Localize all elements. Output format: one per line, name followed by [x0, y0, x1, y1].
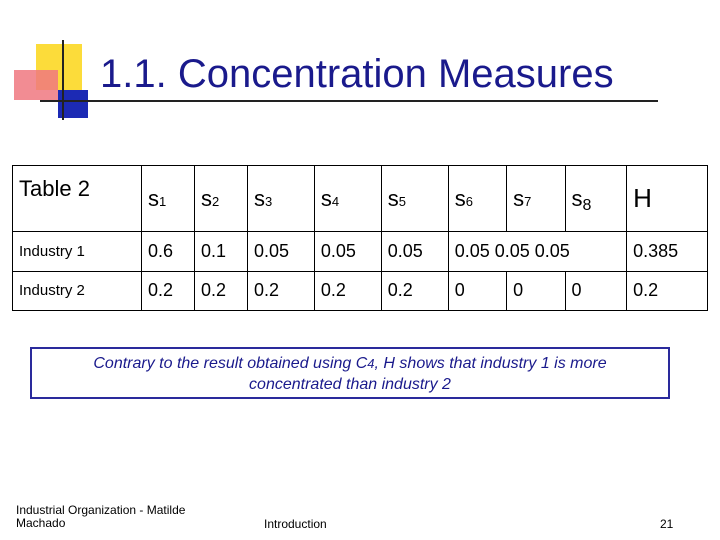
- table-cell: 0: [507, 271, 565, 310]
- logo-vertical-line: [62, 40, 64, 120]
- table-caption-cell: Table 2: [13, 166, 142, 232]
- conclusion-line-1: Contrary to the result obtained using C4, H shows that industry 1 is more: [93, 355, 607, 372]
- header-s3: s3: [247, 166, 314, 232]
- table-cell: 0.2: [381, 271, 448, 310]
- row-label: Industry 1: [13, 232, 142, 271]
- title-underline: [40, 100, 658, 102]
- header-s7: s7: [507, 166, 565, 232]
- table-cell: 0: [565, 271, 627, 310]
- header-s8: $s_8$: [565, 166, 627, 232]
- table-cell: 0.05: [381, 232, 448, 271]
- header-s4: s4: [314, 166, 381, 232]
- header-s1: s1: [142, 166, 195, 232]
- header-s5: s5: [381, 166, 448, 232]
- row-label: Industry 2: [13, 271, 142, 310]
- table-cell: 0.2: [142, 271, 195, 310]
- table-cell: 0.05: [314, 232, 381, 271]
- table-cell: 0.2: [314, 271, 381, 310]
- footer-author: Industrial Organization - Matilde Machado: [16, 503, 186, 530]
- table-cell: 0.385: [627, 232, 708, 271]
- header-h: H: [627, 166, 708, 232]
- table-cell: 0: [448, 271, 506, 310]
- table-cell: 0.05: [247, 232, 314, 271]
- table-cell: 0.2: [194, 271, 247, 310]
- conclusion-box: [30, 347, 670, 399]
- header-s2: s2: [194, 166, 247, 232]
- footer-section: Introduction: [264, 517, 327, 531]
- logo-red-square: [14, 70, 58, 100]
- table-cell: 0.2: [627, 271, 708, 310]
- page-number: 21: [660, 517, 674, 531]
- table-cell: 0.6: [142, 232, 195, 271]
- header-s6: s6: [448, 166, 506, 232]
- table-cell: 0.2: [247, 271, 314, 310]
- table-header-row: [13, 166, 708, 232]
- slide-title: 1.1. Concentration Measures: [100, 52, 614, 96]
- table-cell: 0.05 0.05 0.05: [448, 232, 626, 271]
- concentration-table: [12, 165, 708, 311]
- table-row: [13, 232, 708, 271]
- table-cell: 0.1: [194, 232, 247, 271]
- conclusion-line-2: concentrated than industry 2: [249, 376, 451, 393]
- table-row: [13, 271, 708, 310]
